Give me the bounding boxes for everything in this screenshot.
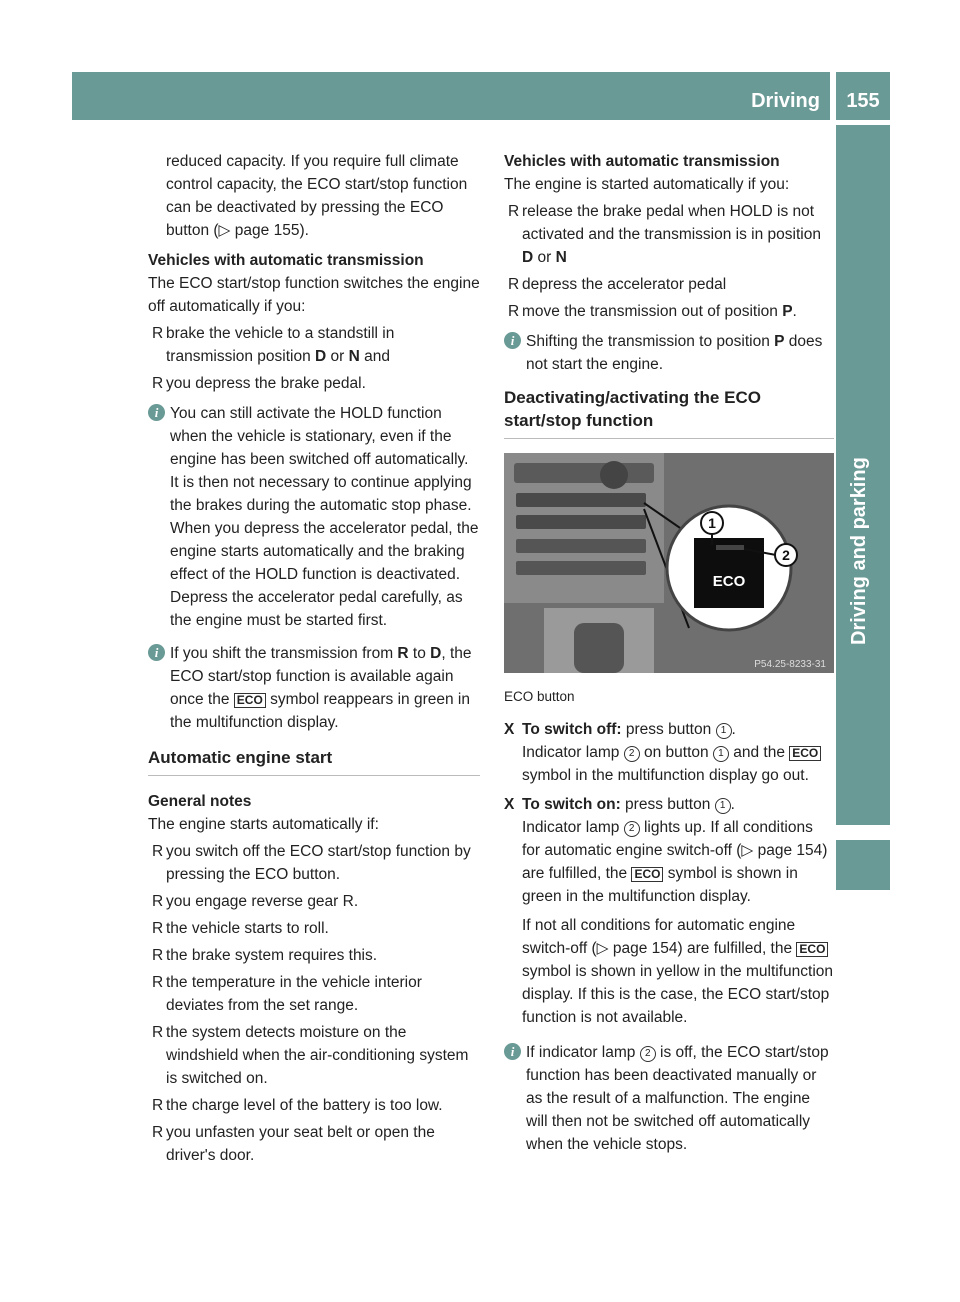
list-item: R the vehicle starts to roll. <box>148 917 480 940</box>
eco-button-illustration <box>504 453 834 673</box>
bullet-icon: R <box>152 947 164 964</box>
bullet-icon: R <box>152 375 164 392</box>
info-icon: i <box>148 404 165 421</box>
step-switch-on: X To switch on: press button 1 . Indicator lamp 2 lights up. If all conditions for automatic engine switch-off (▷ page 154) are fulfilled, the ECO symbol is shown in green in the multifunction display. If not all conditions for automatic engine switch-off (▷ page 154) are fulfilled, the ECO symbol is shown in yellow in the multifunction display. If this is the case, the ECO start/stop function is not available. <box>504 793 834 1029</box>
bullet-icon: R <box>508 203 520 220</box>
callout-1-icon: 1 <box>715 798 731 814</box>
bullet-icon: R <box>508 303 520 320</box>
eco-symbol-icon: ECO <box>789 746 821 761</box>
bullet-icon: R <box>508 276 520 293</box>
bullet-icon: R <box>152 893 164 910</box>
list-item: R you depress the brake pedal. <box>148 372 480 395</box>
eco-symbol-icon: ECO <box>796 942 828 957</box>
right-column <box>504 150 834 1166</box>
chapter-title: Driving <box>751 90 820 112</box>
auto-trans-text: The ECO start/stop function switches the engine off automatically if you: <box>148 275 480 315</box>
list-item: R move the transmission out of position P. <box>504 300 834 323</box>
info-note-indicator: i If indicator lamp 2 is off, the ECO start/stop function has been deactivated manually or as the result of a malfunction. The engine will then not be switched off automatically when the vehicle stops. <box>504 1041 834 1156</box>
bullet-icon: R <box>152 1024 164 1041</box>
list-item: R you engage reverse gear R. <box>148 890 480 913</box>
stop-conditions-list <box>148 322 480 395</box>
general-notes-text: The engine starts automatically if: <box>148 816 379 833</box>
figure-caption: ECO button <box>504 689 575 704</box>
general-notes-heading: General notes <box>148 793 252 810</box>
bullet-icon: R <box>152 974 164 991</box>
header-bar <box>72 72 830 120</box>
step-switch-off: X To switch off: press button 1 . Indicator lamp 2 on button 1 and the ECO symbol in the multifunction display go out. <box>504 718 834 787</box>
callout-2-icon: 2 <box>640 1046 656 1062</box>
figure-code: P54.25-8233-31 <box>754 659 826 670</box>
side-tab <box>836 125 890 825</box>
left-column <box>148 150 480 1174</box>
step-arrow-icon: X <box>504 796 515 813</box>
callout-1-icon: 1 <box>713 746 729 762</box>
eco-button-figure <box>504 453 834 673</box>
info-icon: i <box>504 1043 521 1060</box>
step-arrow-icon: X <box>504 721 515 738</box>
callout-2-icon: 2 <box>624 821 640 837</box>
list-item: R depress the accelerator pedal <box>504 273 834 296</box>
bullet-icon: R <box>152 1124 164 1141</box>
bullet-icon: R <box>152 325 164 342</box>
switch-on-note: If not all conditions for automatic engine switch-off (▷ page 154) are fulfilled, the ECO symbol is shown in yellow in the multifunction display. If this is the case, the ECO start/stop function is not available. <box>522 917 833 1026</box>
bullet-icon: R <box>152 920 164 937</box>
auto-trans-text-right: The engine is started automatically if you: <box>504 176 790 193</box>
side-tab-marker <box>836 840 890 890</box>
eco-button-label: ECO <box>712 573 746 590</box>
bullet-icon: R <box>152 1097 164 1114</box>
info-note-position-p: i Shifting the transmission to position P does not start the engine. <box>504 330 834 376</box>
page-number: 155 <box>846 90 880 112</box>
list-item: R the brake system requires this. <box>148 944 480 967</box>
callout-2-icon: 2 <box>624 746 640 762</box>
section-title-auto-start: Automatic engine start <box>148 746 480 776</box>
list-item: R brake the vehicle to a standstill in transmission position D or N and <box>148 322 480 368</box>
side-tab-label: Driving and parking <box>848 457 870 645</box>
info-note-hold: i You can still activate the HOLD function when the vehicle is stationary, even if the engine has been switched off automatically. It is then not necessary to continue applying the brakes during the automatic stop phase. When you depress the accelerator pedal, the engine starts automatically and the braking effect of the HOLD function is deactivated. Depress the accelerator pedal carefully, as the engine must be started first. <box>148 402 480 632</box>
list-item: R you unfasten your seat belt or open the driver's door. <box>148 1121 480 1167</box>
auto-trans-heading: Vehicles with automatic transmission <box>148 252 424 269</box>
eco-symbol-icon: ECO <box>234 693 266 708</box>
callout-2: 2 <box>782 547 790 563</box>
list-item: R release the brake pedal when HOLD is not activated and the transmission is in position D or N <box>504 200 834 269</box>
list-item: R you switch off the ECO start/stop function by pressing the ECO button. <box>148 840 480 886</box>
start-conditions-list <box>148 840 480 1167</box>
info-icon: i <box>148 644 165 661</box>
eco-symbol-icon: ECO <box>631 867 663 882</box>
info-icon: i <box>504 332 521 349</box>
auto-trans-heading-right: Vehicles with automatic transmission <box>504 153 780 170</box>
restart-conditions-list <box>504 200 834 323</box>
callout-1-icon: 1 <box>716 723 732 739</box>
list-item: R the charge level of the battery is too low. <box>148 1094 480 1117</box>
list-item: R the system detects moisture on the windshield when the air-conditioning system is switched on. <box>148 1021 480 1090</box>
info-note-shift: i If you shift the transmission from R to D, the ECO start/stop function is available again once the ECO symbol reappears in green in the multifunction display. <box>148 642 480 734</box>
bullet-icon: R <box>152 843 164 860</box>
section-title-eco: Deactivating/activating the ECO start/stop function <box>504 386 834 439</box>
list-item: R the temperature in the vehicle interior deviates from the set range. <box>148 971 480 1017</box>
callout-1: 1 <box>708 515 716 531</box>
intro-text: reduced capacity. If you require full climate control capacity, the ECO start/stop function can be deactivated by pressing the ECO button (▷ page 155). <box>166 153 468 239</box>
